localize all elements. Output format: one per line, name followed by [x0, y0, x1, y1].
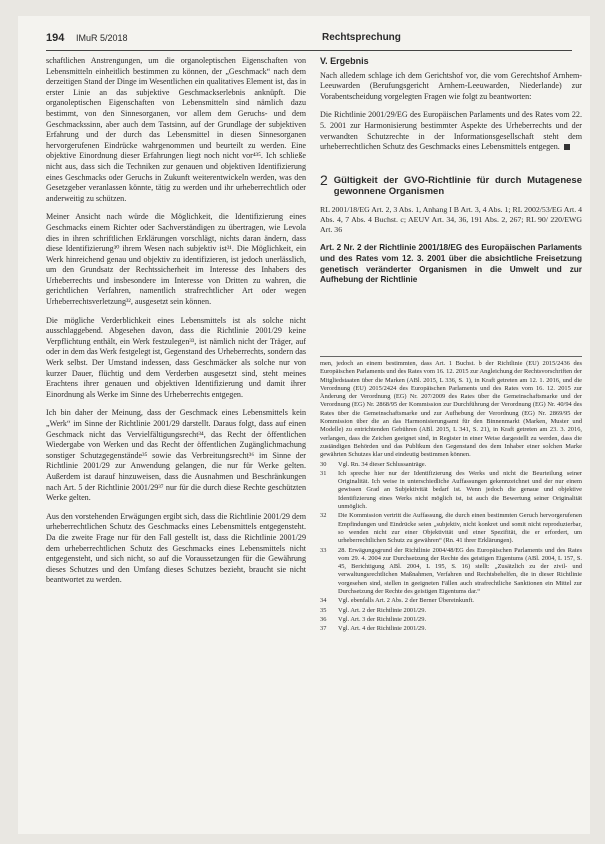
paragraph: Meiner Ansicht nach würde die Möglichkeit, die Identifizierung eines Geschmacks einem Richter oder Sachverständigen zu übertragen, wie Levola dies in ihren schriftlichen Erklärungen vorschlägt, nichts daran ändern, dass diese Identifizierung³⁰ ihrem Wesen nach subjektiv ist³¹. Die Möglichkeit, ein Werk hinreichend genau und objektiv zu identifizieren, ist jedoch unerlässlich, um den Grundsatz der Rechtssicherheit im Interesse des Inhabers des Urheberrechts und insbesondere im Interesse von Dritten zu wahren, die gerichtlichen Verfahren, namentlich strafrechtlicher Art oder wegen Urheberrechtsverletzung³², ausgesetzt sein können.: [46, 212, 306, 307]
footnote: [320, 461, 582, 469]
paragraph: [320, 110, 582, 152]
footnote-number: 33: [320, 546, 327, 554]
footnote-text: Die Kommission vertritt die Auffassung, die durch einen bestimmten Geruch hervorgerufenen Empfindungen und Eindrücke seien „subjektiv, nicht konkret und somit nicht reproduzierbar, so wenden nicht zur einer Objektivität und einer Spezifität, die er erfordert, um urheberrechtlichen Schutz zu gewähren“ (Rn. 41 ihrer Erklärungen).: [338, 512, 582, 545]
footnote: [320, 470, 582, 511]
footnote-text: Ich spreche hier nur der Identifizierung des Werks und nicht die Beurteilung seiner Originalität. Ich weise in unterschiedliche Auffassungen gekennzeichnet und der nur einem gewissen Grad an Subjektivität bedarf ist. Wenn jedoch die genaue und objektive Identifizierung eines Werks nicht möglich ist, ist auch die Bewertung seiner Originalität unmöglich.: [338, 469, 582, 511]
paragraph: Aus den vorstehenden Erwägungen ergibt sich, dass die Richtlinie 2001/29 dem urheberrechtlichen Schutz des Geschmacks eines Lebensmittels entgegensteht. Da die zweite Frage nur für den Fall gestellt ist, dass die Richtlinie 2001/29 dem urheberrechtlichen Schutz des Geschmacks eines Lebensmittels nicht entgegensteht, und sich nicht, so auf die Voraussetzungen für die Gewährung dieses Schutzes und den Umfang dieses Schutzes bezieht, braucht sie nicht beantwortet zu werden.: [46, 511, 306, 585]
paragraph-text: Die Richtlinie 2001/29/EG des Europäischen Parlaments und des Rates vom 22. 5. 2001 zur Harmonisierung bestimmter Aspekte des Urheberrechts und der verwandten Schutzrechte in der Informationsgesellschaft steht dem urheberrechtlichen Schutz des Geschmacks eines Lebensmittels entgegen.: [320, 110, 582, 152]
footnote: [320, 512, 582, 545]
paragraph: Nach alledem schlage ich dem Gerichtshof vor, die vom Gerechtshof Arnhem-Leeuwarden (Berufungsgericht Arnhem-Leeuwarden, Niederlande) zur Vorabentscheidung vorgelegten Fragen wie folgt zu beantworten:: [320, 70, 582, 101]
footnote-number: 31: [320, 469, 327, 477]
right-column: [320, 56, 582, 292]
case-heading: [320, 171, 582, 197]
footnote-continuation: men, jedoch an einem bestimmten, dass Art. 1 Buchst. b der Richtlinie (EU) 2015/2436 des Europäischen Parlaments und des Rates vom 16. 12. 2015 zur Angleichung der Rechtsvorschriften der Mitgliedstaaten über die Marken (ABl. 2015, L 336, S. 1), in Kraft getreten am 12. 1. 2016, und die Verordnung (EU) 2015/2424 des Europäischen Parlaments und des Rates vom 16. 12. 2015 zur Änderung der Verordnung (EG) Nr. 207/2009 des Rates über die Gemeinschaftsmarke und der Verordnung (EG) Nr. 2868/95 der Kommission zur Durchführung der Verordnung (EG) Nr. 40/94 des Rates über die Gemeinschaftsmarke und zur Aufhebung der Verordnung (EG) Nr. 2869/95 der Kommission über die an das Harmonisierungsamt für den Binnenmarkt (Marken, Muster und Modelle) zu entrichtenden Gebühren (ABl. 2015, L 341, S. 21), in Kraft getreten am 23. 3. 2016, verlangen, dass die Zeichen geeignet sind, in Register in einer Weise dargestellt zu werden, dass die zuständigen Behörden und das Publikum den Gegenstand des dem Inhaber einer solchen Marke gewährten Schutzes klar und eindeutig bestimmen können.: [320, 360, 582, 459]
footnote: [320, 607, 582, 615]
footnote: [320, 547, 582, 597]
footnote: [320, 616, 582, 624]
footnote-text: Vgl. Art. 4 der Richtlinie 2001/29.: [338, 625, 427, 633]
footnotes: [320, 356, 582, 635]
footnote-number: 34: [320, 597, 327, 605]
case-number: 2: [320, 171, 328, 188]
page-header: [46, 30, 572, 51]
footnote-text: Vgl. Art. 3 der Richtlinie 2001/29.: [338, 615, 427, 623]
section-heading: V. Ergebnis: [320, 56, 369, 66]
footnote-number: 32: [320, 512, 327, 520]
footnote-text: Vgl. Rn. 34 dieser Schlussanträge.: [338, 460, 427, 468]
footnote-text: Vgl. ebenfalls Art. 2 Abs. 2 der Berner Übereinkunft.: [338, 597, 474, 605]
footnote: [320, 625, 582, 633]
left-column: [46, 56, 306, 594]
footnote-number: 36: [320, 615, 327, 623]
paragraph: schaftlichen Anstrengungen, um die organoleptischen Eigenschaften von Lebensmitteln einheitlich bestimmen zu können, der „Geschmack“ nach dem derzeitigen Stand der Dinge im Wesentlichen ein qualitatives Element ist, das in erster Linie an das subjektive Geschmackserlebnis anknüpft. Die organoleptischen Eigenschaften von Lebensmitteln sind nämlich dazu bestimmt, von den Sinnesorganen, vor allem dem Geruchs- und dem Geschmackssinn, aber auch dem Tastsinn, auf der Grundlage der subjektiven Erfahrung und der durch das Lebensmittel in diesen Sinnesorganen hervorgerufenen Eindrücke wahrgenommen und beurteilt zu werden. Eine objektive Einordnung dieser Erfahrungen liegt noch nicht vor⁴³⁵. Ich schließe nicht aus, dass sich die Techniken zur genauen und objektiven Identifizierung eines Geschmacks oder Geruchs in Zukunft weiterentwickeln werden, was den Gesetzgeber veranlassen könnte, tätig zu werden und ihr urheberrechtlich oder anderweitig zu schützen.: [46, 56, 306, 203]
paragraph: Ich bin daher der Meinung, dass der Geschmack eines Lebensmittels kein „Werk“ im Sinne der Richtlinie 2001/29 darstellt. Daraus folgt, dass auf einen Geschmack nicht das Vervielfältigungsrecht³⁴, das Recht der öffentlichen Wiedergabe von Werken und das Recht der öffentlichen Zugänglichmachung sonstiger Schutzgegenstände³⁵ sowie das Verbreitungsrecht³⁶ im Sinne der Richtlinie 2001/29 zur Anwendung gelangen, die nur für Werke gelten. Außerdem ist darauf hinzuweisen, dass die Ausnahmen und Beschränkungen nach Art. 5 der Richtlinie 2001/29³⁷ nur für die durch diese Rechte geschützten Werke gelten.: [46, 408, 306, 503]
footnote-number: 30: [320, 460, 327, 468]
end-mark-icon: [564, 144, 570, 150]
case-title: Gültigkeit der GVO-Richtlinie für durch Mutagenese gewonnene Organismen: [333, 174, 582, 197]
section-title: Rechtsprechung: [322, 32, 401, 43]
legal-references: RL 2001/18/EG Art. 2, 3 Abs. 1, Anhang I B Art. 3, 4 Abs. 1; RL 2002/53/EG Art. 4 Abs. 4, 7 Abs. 4 Buchst. c; AEUV Art. 34, 36, 191 Abs. 2, 267; RL 90/ 220/EWG Art. 36: [320, 204, 582, 235]
document-page: [18, 16, 590, 834]
footnote-text: 28. Erwägungsgrund der Richtlinie 2004/48/EG des Europäischen Parlaments und des Rates vom 29. 4. 2004 zur Durchsetzung der Rechte des geistigen Eigentums (ABl. 2004, L 157, S. 45, Berichtigung ABl. 2004, L 195, S. 16) stellt: „Zusätzlich zu der zivil- und verwaltungsrechtlichen Maßnahmen, Verfahren und Rechtsbehelfen, die in dieser Richtlinie vorgesehen sind, stellen in geeigneten Fällen auch strafrechtliche Sanktionen ein Mittel zur Durchsetzung der Rechte des geistigen Eigentums dar.“: [338, 546, 582, 596]
footnote: [320, 597, 582, 605]
journal-name: IMuR 5/2018: [76, 33, 128, 43]
footnote-number: 37: [320, 625, 327, 633]
page-number: 194: [46, 32, 65, 44]
headnote: Art. 2 Nr. 2 der Richtlinie 2001/18/EG des Europäischen Parlaments und des Rates vom 12. 3. 2001 über die absichtliche Freisetzung genetisch veränderter Organismen in die Umwelt und zur Aufhebung der Richtlinie: [320, 243, 582, 285]
footnote-number: 35: [320, 606, 327, 614]
footnote-text: Vgl. Art. 2 der Richtlinie 2001/29.: [338, 606, 427, 614]
paragraph: Die mögliche Verderblichkeit eines Lebensmittels ist als solche nicht ausschlaggebend. Abgesehen davon, dass die Richtlinie 2001/29 keine Verpflichtung enthält, ein Werk festzulegen³³, ist nämlich nicht der Träger, auf oder in dem das Werk festgelegt ist, Gegenstand des Urheberrechts, sondern das Werk selbst. Der Umstand indessen, dass Geschmäcker als solche nur von kurzer Dauer, flüchtig und dem Verderben ausgesetzt sind, steht meines Erachtens ihrer genauen und objektiven Identifizierung und damit ihrer Einordnung als Werke im Sinne des Urheberrechts entgegen.: [46, 315, 306, 399]
